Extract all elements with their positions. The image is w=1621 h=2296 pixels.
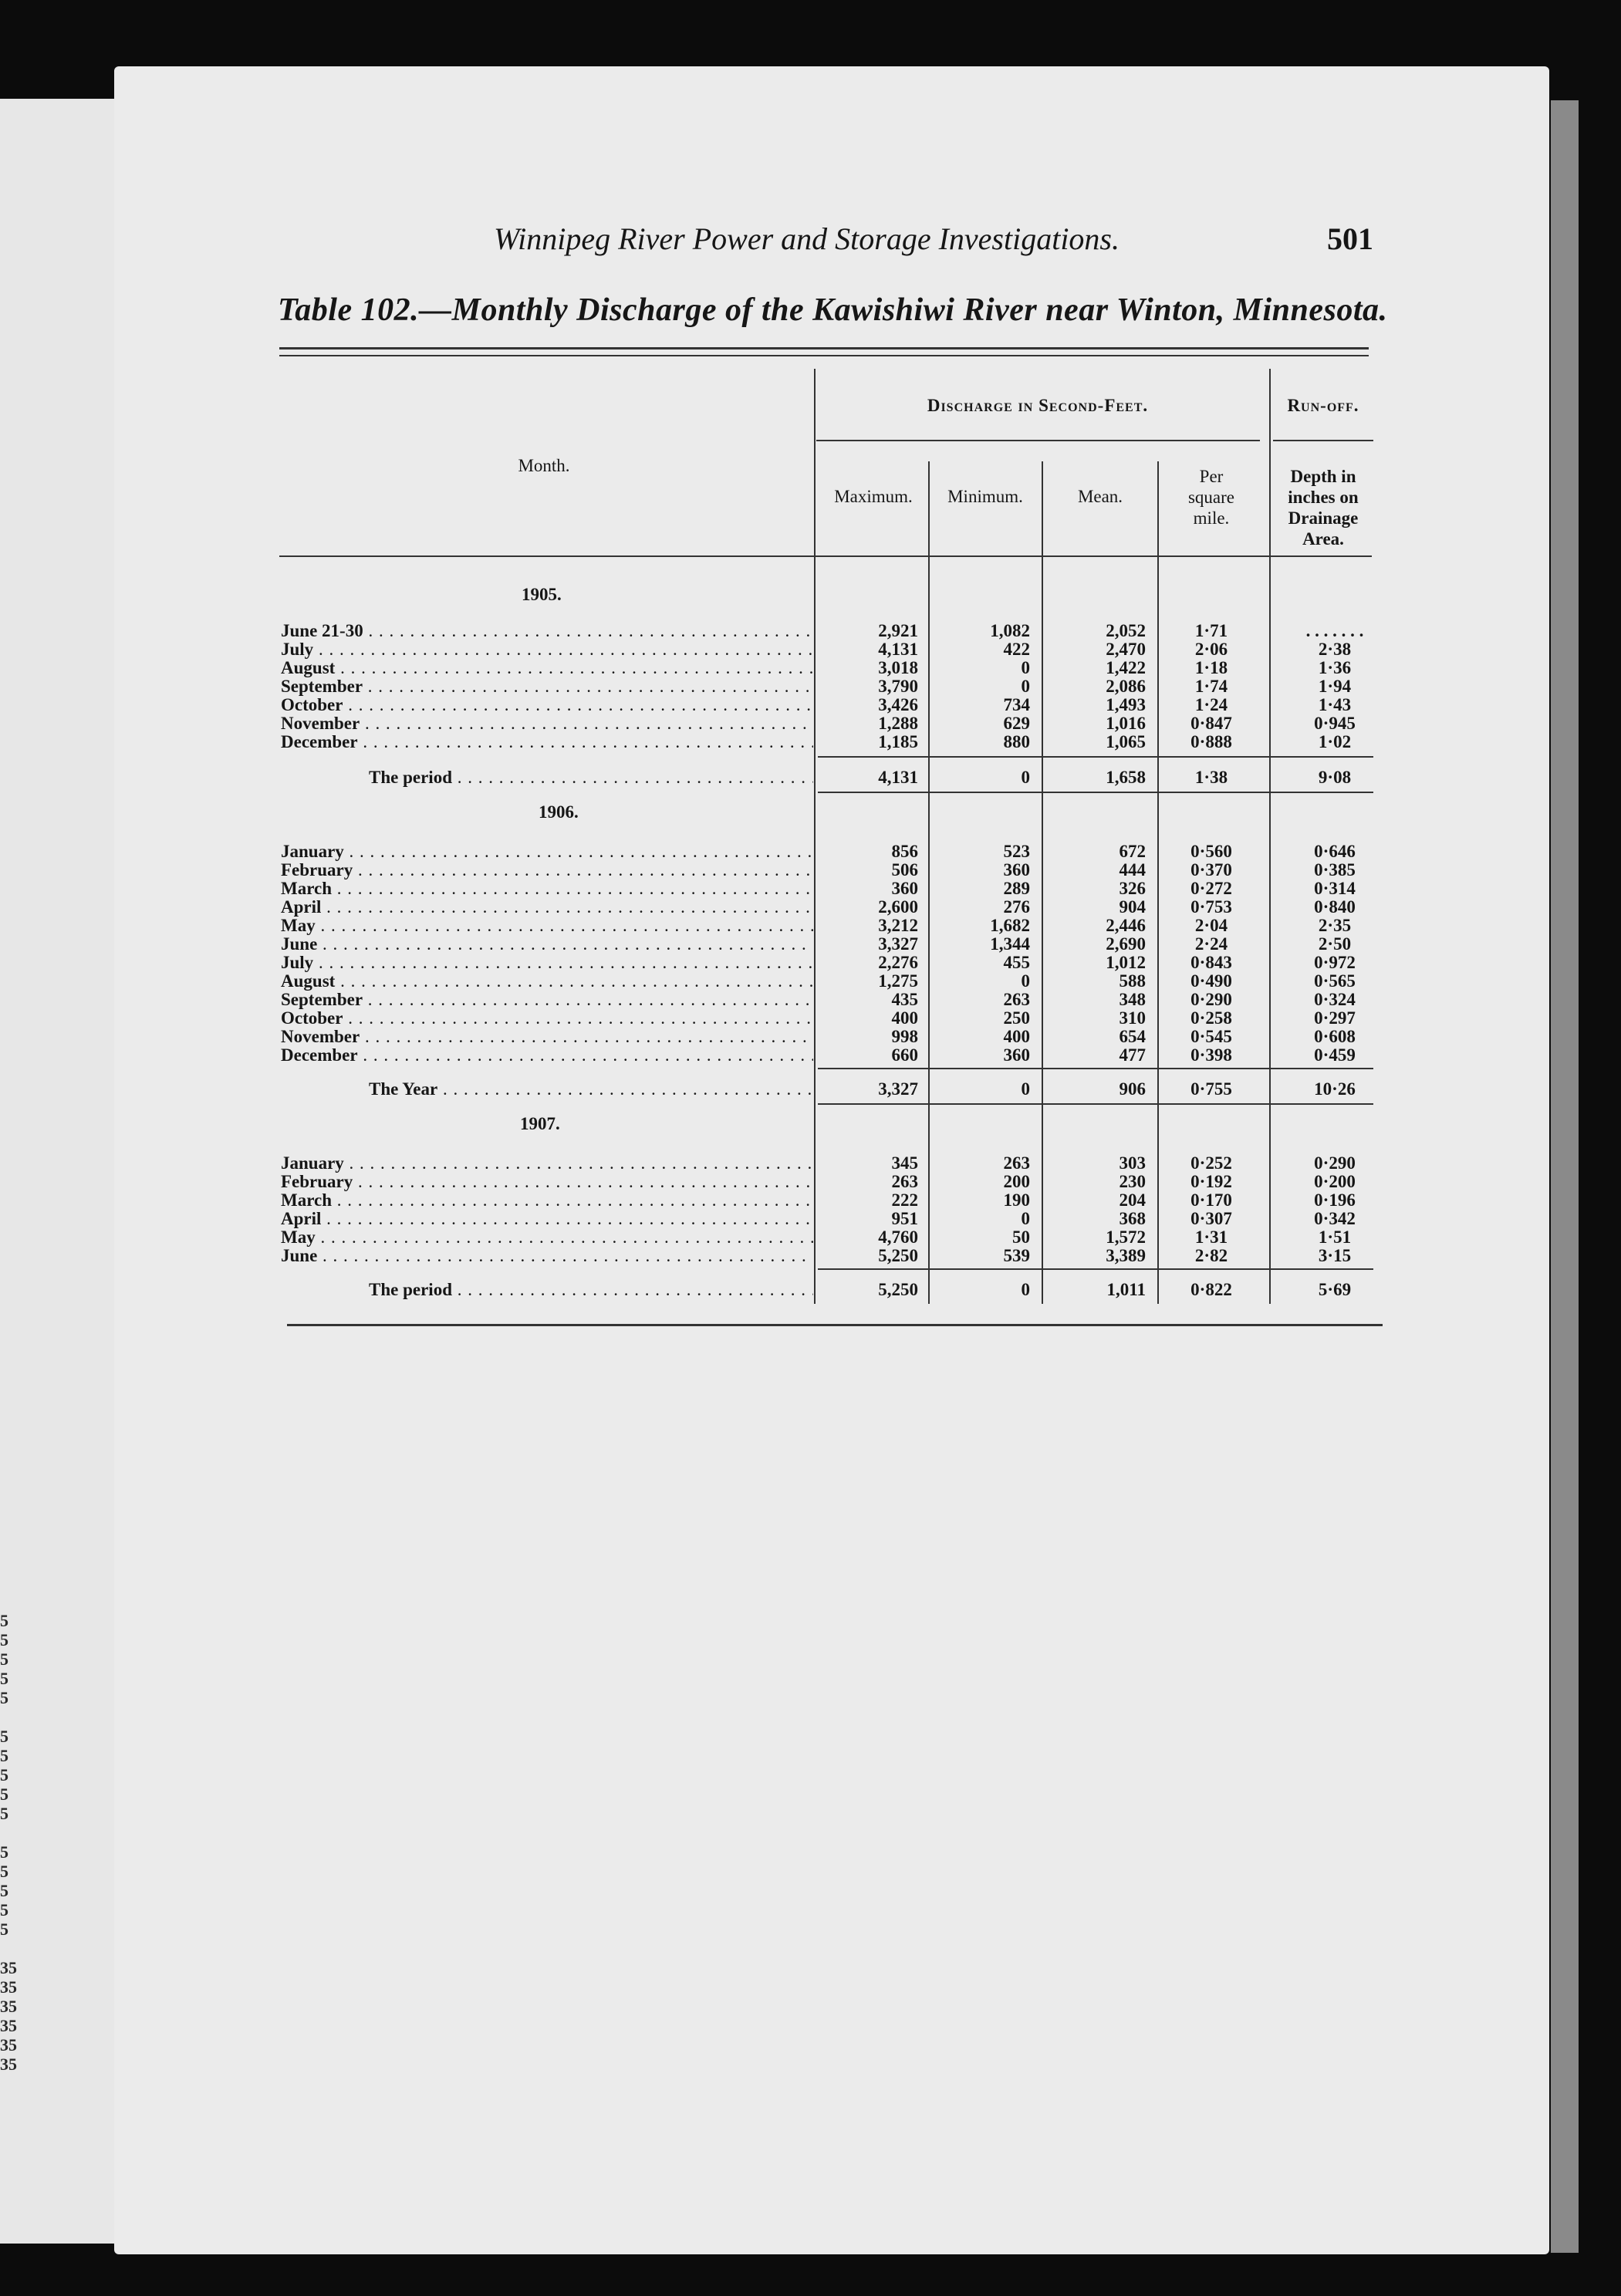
fragment: 5: [0, 1900, 8, 1920]
mean-cell: 368: [1119, 1209, 1146, 1228]
table-row: [0, 991, 1621, 1009]
year-heading-1905: 1905.: [522, 585, 562, 604]
maximum-cell: 4,131: [878, 768, 918, 787]
fragment: 5: [0, 1611, 8, 1630]
maximum-cell: 435: [891, 990, 918, 1009]
fragment: [0, 1707, 23, 1727]
minimum-cell: 200: [1003, 1172, 1030, 1191]
mean-cell: 3,389: [1106, 1246, 1146, 1265]
maximum-cell: 3,426: [878, 695, 918, 714]
mean-cell: 326: [1119, 879, 1146, 898]
mean-cell: 672: [1119, 842, 1146, 861]
mean-cell: 1,572: [1106, 1227, 1146, 1247]
per-square-mile-cell: 0·258: [1190, 1008, 1232, 1028]
depth-cell: 0·196: [1314, 1190, 1356, 1210]
mean-column-header: Mean.: [1077, 487, 1123, 506]
minimum-cell: 0: [1021, 677, 1030, 696]
per-square-mile-cell: 0·192: [1190, 1172, 1232, 1191]
month-cell: January . . .: [281, 1154, 813, 1173]
subtotal-rule: [818, 1268, 1373, 1270]
per-square-mile-cell: 0·290: [1190, 990, 1232, 1009]
depth-cell: 10·26: [1314, 1079, 1356, 1099]
month-cell: November . . .: [281, 714, 813, 733]
minimum-cell: 289: [1003, 879, 1030, 898]
minimum-cell: 400: [1003, 1027, 1030, 1046]
depth-cell: 0·565: [1314, 971, 1356, 991]
maximum-cell: 4,131: [878, 640, 918, 659]
subtotal-rule: [818, 1068, 1373, 1069]
minimum-column-header: Minimum.: [947, 487, 1023, 506]
per-square-mile-cell: 0·560: [1190, 842, 1232, 861]
minimum-cell: 190: [1003, 1190, 1030, 1210]
minimum-cell: 523: [1003, 842, 1030, 861]
maximum-cell: 1,288: [878, 714, 918, 733]
fragment: 35: [0, 2016, 17, 2035]
mean-cell: 1,658: [1106, 768, 1146, 787]
top-rule-thin: [279, 355, 1369, 356]
minimum-cell: 880: [1003, 732, 1030, 751]
year-heading-1906: 1906.: [539, 802, 579, 822]
depth-cell: 0·459: [1314, 1045, 1356, 1065]
per-square-mile-cell: 0·888: [1190, 732, 1232, 751]
mean-cell: 588: [1119, 971, 1146, 991]
month-cell: October . . .: [281, 1009, 813, 1028]
table-row: [0, 1046, 1621, 1065]
discharge-group-rule: [816, 440, 1260, 441]
month-cell: September . . .: [281, 991, 813, 1009]
table-row: [0, 954, 1621, 972]
page-number: 501: [1327, 221, 1373, 256]
maximum-cell: 5,250: [878, 1246, 918, 1265]
month-cell: November . . .: [281, 1028, 813, 1046]
month-cell: August . . .: [281, 659, 813, 677]
runoff-group-rule: [1273, 440, 1373, 441]
maximum-cell: 345: [891, 1153, 918, 1173]
depth-cell: 1·51: [1318, 1227, 1352, 1247]
depth-column-header: Depth in inches on Drainage Area.: [1288, 467, 1359, 549]
total-rule: [818, 1103, 1373, 1105]
table-row: [0, 1154, 1621, 1173]
table-row: [0, 640, 1621, 659]
maximum-cell: 4,760: [878, 1227, 918, 1247]
fragment: 35: [0, 1977, 17, 1997]
mean-cell: 1,011: [1106, 1280, 1146, 1299]
runoff-group-header: Run-off.: [1287, 396, 1359, 415]
depth-cell: 1·43: [1318, 695, 1352, 714]
table-row: [0, 842, 1621, 861]
per-square-mile-cell: 0·822: [1190, 1280, 1232, 1299]
total-label: The period . . .: [369, 1281, 813, 1299]
total-row: [0, 1080, 1621, 1099]
minimum-cell: 50: [1012, 1227, 1030, 1247]
bottom-rule: [287, 1324, 1383, 1326]
depth-cell: 1·36: [1318, 658, 1352, 677]
depth-cell: 0·646: [1314, 842, 1356, 861]
month-cell: April . . .: [281, 1210, 813, 1228]
depth-cell: 0·342: [1314, 1209, 1356, 1228]
mean-cell: 904: [1119, 897, 1146, 917]
table-row: [0, 659, 1621, 677]
depth-cell: 0·200: [1314, 1172, 1356, 1191]
maximum-cell: 856: [891, 842, 918, 861]
month-cell: December . . .: [281, 1046, 813, 1065]
facing-page-text-fragments: [0, 1611, 23, 2074]
mean-cell: 348: [1119, 990, 1146, 1009]
depth-cell: . . . . . . .: [1305, 621, 1364, 640]
maximum-cell: 3,327: [878, 934, 918, 954]
maximum-cell: 222: [891, 1190, 918, 1210]
maximum-cell: 400: [891, 1008, 918, 1028]
minimum-cell: 1,082: [990, 621, 1030, 640]
fragment: 5: [0, 1804, 8, 1823]
discharge-group-header: Discharge in Second-Feet.: [927, 396, 1149, 415]
month-cell: March . . .: [281, 1191, 813, 1210]
fragment: [0, 1939, 23, 1958]
per-square-mile-cell: 0·398: [1190, 1045, 1232, 1065]
maximum-cell: 2,276: [878, 953, 918, 972]
depth-cell: 1·02: [1318, 732, 1352, 751]
depth-cell: 2·35: [1318, 916, 1352, 935]
month-cell: July . . .: [281, 640, 813, 659]
mean-cell: 654: [1119, 1027, 1146, 1046]
maximum-cell: 2,921: [878, 621, 918, 640]
depth-cell: 0·290: [1314, 1153, 1356, 1173]
table-row: [0, 935, 1621, 954]
depth-cell: 1·94: [1318, 677, 1352, 696]
month-cell: August . . .: [281, 972, 813, 991]
depth-cell: 0·972: [1314, 953, 1356, 972]
per-square-mile-cell: 2·82: [1194, 1246, 1228, 1265]
top-rule: [279, 347, 1369, 349]
fragment: 5: [0, 1649, 8, 1669]
minimum-cell: 0: [1021, 658, 1030, 677]
minimum-cell: 1,682: [990, 916, 1030, 935]
maximum-cell: 3,790: [878, 677, 918, 696]
total-label: The Year . . .: [369, 1080, 813, 1099]
table-row: [0, 1247, 1621, 1265]
minimum-cell: 360: [1003, 1045, 1030, 1065]
table-row: [0, 714, 1621, 733]
minimum-cell: 422: [1003, 640, 1030, 659]
mean-cell: 310: [1119, 1008, 1146, 1028]
depth-cell: 0·945: [1314, 714, 1356, 733]
table-row: [0, 1009, 1621, 1028]
month-cell: June . . .: [281, 935, 813, 954]
minimum-cell: 629: [1003, 714, 1030, 733]
minimum-cell: 1,344: [990, 934, 1030, 954]
fragment: 5: [0, 1842, 8, 1862]
fragment: 5: [0, 1669, 8, 1688]
fragment: [0, 1823, 23, 1842]
depth-cell: 2·38: [1318, 640, 1352, 659]
minimum-cell: 250: [1003, 1008, 1030, 1028]
minimum-cell: 0: [1021, 971, 1030, 991]
table-row: [0, 677, 1621, 696]
depth-cell: 0·840: [1314, 897, 1356, 917]
maximum-cell: 3,212: [878, 916, 918, 935]
table-row: [0, 696, 1621, 714]
fragment: 5: [0, 1727, 8, 1746]
maximum-cell: 2,600: [878, 897, 918, 917]
month-cell: February . . .: [281, 1173, 813, 1191]
fragment: 35: [0, 1997, 17, 2016]
per-square-mile-cell: 1·74: [1194, 677, 1228, 696]
subtotal-rule: [818, 756, 1373, 758]
month-cell: June . . .: [281, 1247, 813, 1265]
per-square-mile-cell: 1·71: [1194, 621, 1228, 640]
table-row: [0, 972, 1621, 991]
month-cell: February . . .: [281, 861, 813, 880]
mean-cell: 204: [1119, 1190, 1146, 1210]
maximum-cell: 5,250: [878, 1280, 918, 1299]
fragment: 5: [0, 1746, 8, 1765]
month-cell: January . . .: [281, 842, 813, 861]
depth-cell: 0·314: [1314, 879, 1356, 898]
mean-cell: 1,065: [1106, 732, 1146, 751]
month-column-header: Month.: [518, 456, 570, 475]
depth-cell: 9·08: [1318, 768, 1352, 787]
mean-cell: 906: [1119, 1079, 1146, 1099]
minimum-cell: 360: [1003, 860, 1030, 880]
total-row: [0, 768, 1621, 787]
total-rule: [818, 792, 1373, 793]
depth-cell: 5·69: [1318, 1280, 1352, 1299]
header-bottom-rule: [279, 555, 1372, 557]
maximum-cell: 3,018: [878, 658, 918, 677]
month-cell: April . . .: [281, 898, 813, 917]
running-title: Winnipeg River Power and Storage Investigations.: [494, 221, 1120, 256]
table-row: [0, 898, 1621, 917]
month-cell: September . . .: [281, 677, 813, 696]
table-title: Table 102.—Monthly Discharge of the Kawishiwi River near Winton, Minnesota.: [278, 292, 1388, 328]
depth-cell: 0·297: [1314, 1008, 1356, 1028]
fragment: 35: [0, 1958, 17, 1977]
minimum-cell: 0: [1021, 1079, 1030, 1099]
minimum-cell: 276: [1003, 897, 1030, 917]
depth-cell: 0·608: [1314, 1027, 1356, 1046]
per-square-mile-cell: 0·843: [1190, 953, 1232, 972]
mean-cell: 1,422: [1106, 658, 1146, 677]
per-square-mile-cell: 0·170: [1190, 1190, 1232, 1210]
mean-cell: 303: [1119, 1153, 1146, 1173]
per-square-mile-cell: 0·490: [1190, 971, 1232, 991]
fragment: 5: [0, 1862, 8, 1881]
table-row: [0, 1028, 1621, 1046]
table-row: [0, 1173, 1621, 1191]
maximum-cell: 3,327: [878, 1079, 918, 1099]
per-square-mile-cell: 0·370: [1190, 860, 1232, 880]
table-row: [0, 733, 1621, 751]
fragment: 5: [0, 1765, 8, 1784]
mean-cell: 2,470: [1106, 640, 1146, 659]
per-square-mile-cell: 0·847: [1190, 714, 1232, 733]
per-square-mile-cell: 0·272: [1190, 879, 1232, 898]
mean-cell: 2,690: [1106, 934, 1146, 954]
table-row: [0, 622, 1621, 640]
minimum-cell: 455: [1003, 953, 1030, 972]
minimum-cell: 734: [1003, 695, 1030, 714]
fragment: 5: [0, 1920, 8, 1939]
mean-cell: 1,016: [1106, 714, 1146, 733]
month-cell: June 21-30 . . .: [281, 622, 813, 640]
minimum-cell: 0: [1021, 768, 1030, 787]
per-square-mile-cell: 2·06: [1194, 640, 1228, 659]
per-square-mile-cell: 0·252: [1190, 1153, 1232, 1173]
fragment: 5: [0, 1630, 8, 1649]
per-square-mile-cell: 1·38: [1194, 768, 1228, 787]
per-square-mile-cell: 0·545: [1190, 1027, 1232, 1046]
per-square-mile-cell: 2·24: [1194, 934, 1228, 954]
mean-cell: 477: [1119, 1045, 1146, 1065]
table-row: [0, 880, 1621, 898]
page-header: [494, 221, 1373, 267]
per-square-mile-cell: 0·307: [1190, 1209, 1232, 1228]
month-cell: March . . .: [281, 880, 813, 898]
fragment: 5: [0, 1688, 8, 1707]
month-cell: July . . .: [281, 954, 813, 972]
per-square-mile-cell: 1·24: [1194, 695, 1228, 714]
table-row: [0, 1191, 1621, 1210]
mean-cell: 2,446: [1106, 916, 1146, 935]
minimum-cell: 0: [1021, 1280, 1030, 1299]
maximum-cell: 1,185: [878, 732, 918, 751]
minimum-cell: 0: [1021, 1209, 1030, 1228]
mean-cell: 230: [1119, 1172, 1146, 1191]
maximum-cell: 998: [891, 1027, 918, 1046]
month-cell: May . . .: [281, 917, 813, 935]
total-label: The period . . .: [369, 768, 813, 787]
table-row: [0, 1228, 1621, 1247]
fragment: 5: [0, 1881, 8, 1900]
fragment: 35: [0, 2055, 17, 2074]
depth-cell: 3·15: [1318, 1246, 1352, 1265]
year-heading-1907: 1907.: [520, 1114, 560, 1133]
maximum-cell: 263: [891, 1172, 918, 1191]
mean-cell: 1,493: [1106, 695, 1146, 714]
table-row: [0, 1210, 1621, 1228]
minimum-cell: 263: [1003, 990, 1030, 1009]
table-row: [0, 861, 1621, 880]
total-row: [0, 1281, 1621, 1299]
per-square-mile-cell: 0·755: [1190, 1079, 1232, 1099]
per-square-mile-cell: 1·18: [1194, 658, 1228, 677]
maximum-cell: 506: [891, 860, 918, 880]
maximum-column-header: Maximum.: [834, 487, 913, 506]
depth-cell: 0·385: [1314, 860, 1356, 880]
maximum-cell: 360: [891, 879, 918, 898]
depth-cell: 0·324: [1314, 990, 1356, 1009]
maximum-cell: 951: [891, 1209, 918, 1228]
minimum-cell: 263: [1003, 1153, 1030, 1173]
fragment: 5: [0, 1784, 8, 1804]
minimum-cell: 539: [1003, 1246, 1030, 1265]
mean-cell: 444: [1119, 860, 1146, 880]
month-cell: May . . .: [281, 1228, 813, 1247]
table-row: [0, 917, 1621, 935]
mean-cell: 2,086: [1106, 677, 1146, 696]
per-square-mile-cell: 1·31: [1194, 1227, 1228, 1247]
per-square-mile-cell: 2·04: [1194, 916, 1228, 935]
maximum-cell: 660: [891, 1045, 918, 1065]
month-cell: October . . .: [281, 696, 813, 714]
fragment: 35: [0, 2035, 17, 2055]
per-square-mile-column-header: Per square mile.: [1187, 467, 1235, 528]
mean-cell: 1,012: [1106, 953, 1146, 972]
month-cell: December . . .: [281, 733, 813, 751]
maximum-cell: 1,275: [878, 971, 918, 991]
depth-cell: 2·50: [1318, 934, 1352, 954]
per-square-mile-cell: 0·753: [1190, 897, 1232, 917]
mean-cell: 2,052: [1106, 621, 1146, 640]
